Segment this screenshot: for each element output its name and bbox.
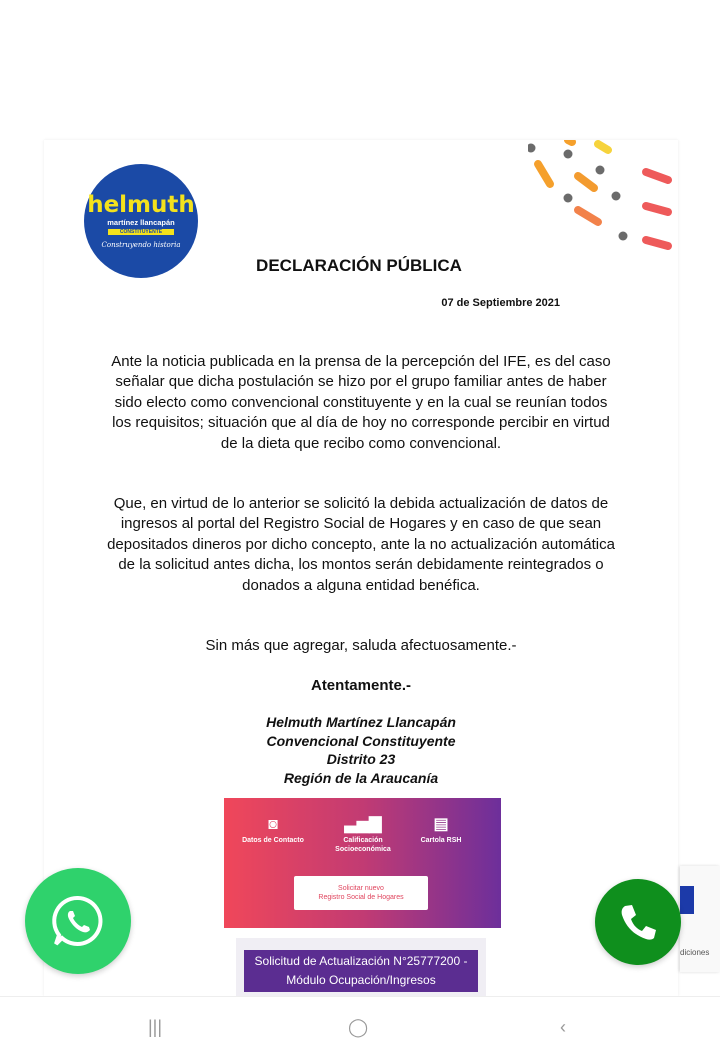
- system-nav-bar: [0, 996, 720, 1037]
- decorative-dots: [528, 140, 678, 260]
- promo-item-rating: ▃▅▇ Calificación Socioeconómica: [318, 816, 408, 854]
- document-date: 07 de Septiembre 2021: [441, 297, 560, 309]
- request-card: [236, 938, 486, 996]
- closing: Atentamente.-: [310, 677, 411, 694]
- promo-item-contact: ◙ Datos de Contacto: [228, 816, 318, 845]
- home-icon[interactable]: ◯: [348, 1017, 369, 1037]
- recent-apps-icon[interactable]: |||: [148, 1017, 163, 1037]
- paragraph-3: Sin más que agregar, saluda afectuosamente.-: [205, 637, 517, 654]
- logo-fullname: martínez llancapán: [107, 217, 175, 227]
- call-button[interactable]: [595, 879, 681, 965]
- request-rsh-button: Solicitar nuevo Registro Social de Hogares: [294, 876, 428, 910]
- contact-icon: ◙: [268, 816, 278, 833]
- whatsapp-button[interactable]: [25, 868, 131, 974]
- signature-line: Distrito 23: [326, 751, 396, 767]
- document-title: DECLARACIÓN PÚBLICA: [256, 256, 462, 275]
- phone-icon: [616, 900, 660, 944]
- signature-line: Helmuth Martínez Llancapán: [266, 714, 456, 730]
- promo-item-cartola: ▤ Cartola RSH: [396, 816, 486, 845]
- paragraph-1: Ante la noticia publicada en la prensa de la percepción del IFE, es del caso señalar que dicha postulación se hizo por el grupo familiar antes de haber sido electo como convencional constituyente y en la cual se reunían todos los requisitos; situación que al día de hoy no corresponde percibir en virtud de la dieta que recibo como convencional.: [111, 353, 611, 452]
- rsh-promo: [224, 798, 501, 928]
- recaptcha-icon: [680, 886, 694, 914]
- signature: [44, 713, 678, 787]
- recaptcha-text: diciones: [680, 948, 710, 957]
- back-icon[interactable]: ‹: [560, 1017, 566, 1037]
- signature-line: Convencional Constituyente: [266, 732, 456, 749]
- document-icon: ▤: [433, 816, 449, 833]
- whatsapp-icon: [49, 892, 107, 950]
- recaptcha-badge[interactable]: [680, 866, 720, 972]
- logo-role: CONSTITUYENTE: [108, 229, 174, 235]
- paragraph-2: Que, en virtud de lo anterior se solicitó la debida actualización de datos de ingresos al portal del Registro Social de Hogares y en caso de que sean depositados dineros por dicho concepto, ante la no actualización automática de la solicitud antes dicha, los montos serán debidamente reintegrados o donados a alguna entidad benéfica.: [107, 495, 615, 594]
- logo-name: helmuth: [87, 191, 195, 218]
- bar-chart-icon: ▃▅▇: [344, 816, 382, 833]
- signature-line: Región de la Araucanía: [283, 769, 439, 786]
- logo-slogan: Construyendo historia: [101, 240, 181, 249]
- request-banner: Solicitud de Actualización N°25777200 - Módulo Ocupación/Ingresos: [244, 950, 478, 992]
- declaration-image: [44, 140, 678, 996]
